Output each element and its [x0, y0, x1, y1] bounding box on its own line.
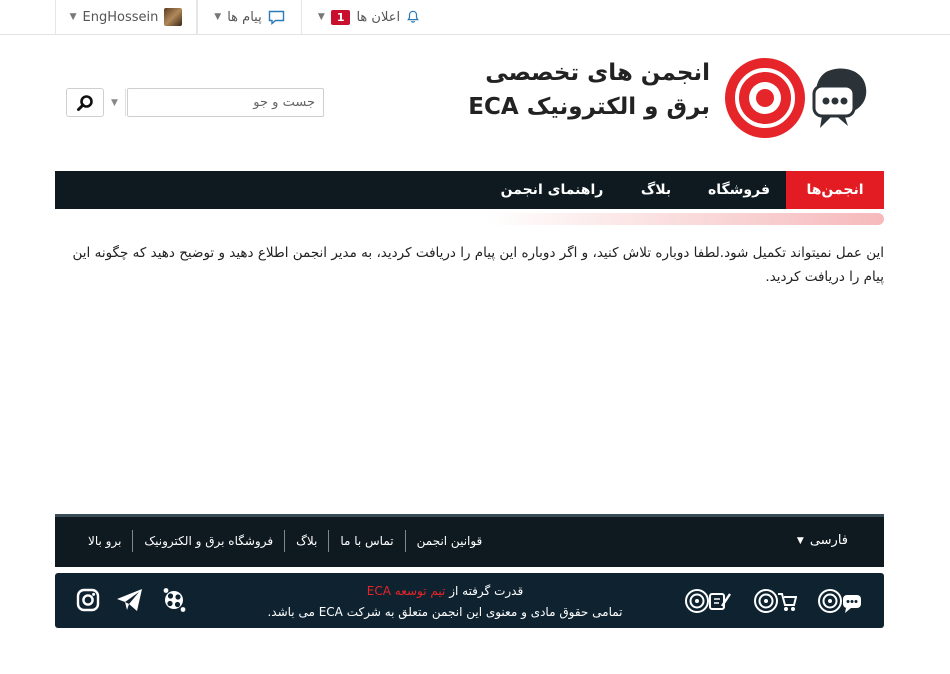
search-input[interactable]: [127, 88, 324, 117]
main-nav: [55, 171, 884, 209]
footer-link-blog[interactable]: بلاگ: [296, 534, 318, 548]
footer-links: [77, 529, 493, 553]
copyright-bar: [55, 573, 884, 628]
user-menu[interactable]: [55, 0, 197, 34]
search-icon: [76, 94, 94, 112]
powered-by-link[interactable]: تیم توسعه ECA: [366, 584, 446, 598]
nav-tab-forums[interactable]: انجمن‌ها: [786, 171, 884, 209]
notifications-menu[interactable]: [301, 0, 436, 34]
error-message: این عمل نمیتواند تکمیل شود.لطفا دوباره تلاش کنید، و اگر دوباره این پیام را دریافت کردید، به مدیر انجمن اطلاع دهید و توضیح دهید که چگونه این پیام را دریافت کردید.: [72, 245, 884, 285]
footer-link-back-to-top[interactable]: برو بالا: [88, 534, 122, 548]
logo-title-line2: برق و الکترونیک ECA: [468, 94, 710, 120]
search-options-dropdown[interactable]: ▼: [104, 89, 126, 116]
divider: [328, 530, 329, 552]
chat-bubble-icon: [812, 62, 870, 134]
chat-icon: [268, 10, 285, 25]
telegram-icon[interactable]: [115, 587, 145, 613]
instagram-icon[interactable]: [75, 587, 101, 613]
username: EngHossein: [82, 9, 159, 25]
aparat-icon[interactable]: [161, 587, 187, 613]
notifications-label: اعلان ها: [356, 9, 401, 25]
powered-by-label: قدرت گرفته از: [449, 584, 524, 598]
top-bar: [0, 0, 950, 35]
eca-edit-icon[interactable]: [684, 588, 732, 614]
nav-tab-shop[interactable]: فروشگاه: [707, 182, 770, 198]
caret-down-icon: ▼: [796, 535, 804, 546]
copyright-text: [255, 581, 635, 623]
site-logo[interactable]: [470, 56, 875, 138]
language-selector[interactable]: [797, 533, 848, 548]
divider: [405, 530, 406, 552]
divider: [132, 530, 133, 552]
eca-cart-icon[interactable]: [753, 588, 797, 614]
caret-down-icon: ▼: [69, 12, 77, 22]
footer-bar: [55, 514, 884, 567]
search-box: [66, 88, 324, 117]
caret-down-icon: ▼: [317, 12, 325, 22]
notifications-count-badge: 1: [331, 10, 351, 25]
caret-down-icon: ▼: [214, 12, 222, 22]
eca-seal-icon: [725, 58, 805, 138]
divider: [284, 530, 285, 552]
messages-label: پیام ها: [227, 9, 262, 25]
avatar: [164, 8, 182, 26]
footer-link-shop[interactable]: فروشگاه برق و الکترونیک: [144, 534, 274, 548]
logo-title-line1: انجمن های تخصصی: [485, 60, 710, 86]
messages-menu[interactable]: [197, 0, 301, 34]
bell-icon: [406, 10, 420, 24]
footer-link-contact[interactable]: تماس با ما: [340, 534, 394, 548]
nav-tab-guide[interactable]: راهنمای انجمن: [500, 182, 604, 198]
eca-chat-icon[interactable]: [817, 588, 863, 614]
footer-link-rules[interactable]: قوانین انجمن: [416, 534, 483, 548]
nav-tab-blog[interactable]: بلاگ: [640, 182, 672, 198]
sub-nav-strip: [485, 213, 884, 225]
copyright-notice: تمامی حقوق مادی و معنوی این انجمن متعلق به شرکت ECA می باشد.: [267, 605, 623, 619]
language-label: فارسی: [809, 533, 848, 548]
search-button[interactable]: [66, 88, 104, 117]
